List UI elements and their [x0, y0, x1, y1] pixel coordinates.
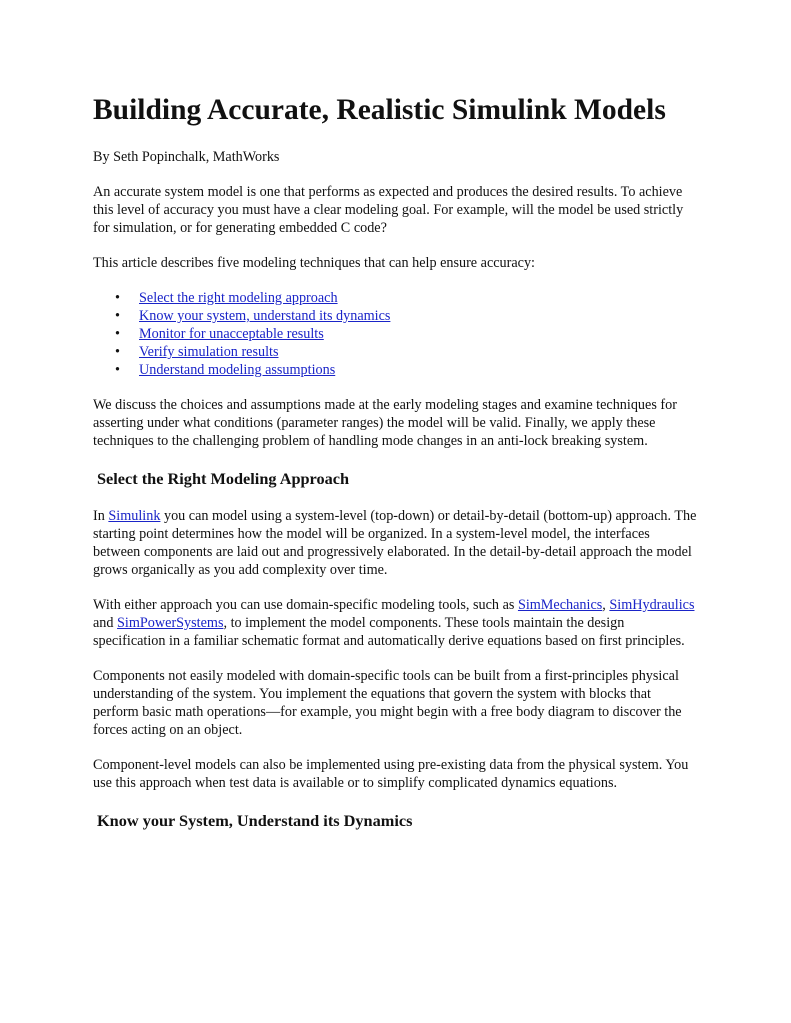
link-verify-results[interactable]: Verify simulation results: [139, 344, 279, 360]
paragraph-text: and: [93, 615, 118, 631]
paragraph-text: , to implement the model components. These tools maintain the design specification in a familiar schematic format and automatically derive equations based on first principles.: [93, 615, 685, 649]
link-simhydraulics[interactable]: SimHydraulics: [609, 597, 695, 613]
techniques-list: [93, 289, 698, 379]
bullet-icon: •: [115, 308, 120, 324]
link-monitor-results[interactable]: Monitor for unacceptable results: [139, 326, 324, 342]
bullet-icon: •: [115, 290, 120, 306]
paragraph-text: ,: [602, 597, 610, 613]
paragraph-text: In: [93, 508, 109, 524]
first-principles-paragraph: Components not easily modeled with domain-specific tools can be built from a first-principles physical understanding of the system. You implement the equations that govern the system with blocks that perform basic math operations—for example, you might begin with a free body diagram to discover the forces acting on an object.: [93, 668, 682, 738]
list-item: [93, 361, 698, 379]
link-select-approach[interactable]: Select the right modeling approach: [139, 290, 338, 306]
link-simpowersystems[interactable]: SimPowerSystems: [117, 615, 224, 631]
section-heading-know-system: Know your System, Understand its Dynamics: [97, 811, 413, 830]
byline: By Seth Popinchalk, MathWorks: [93, 149, 280, 165]
component-level-paragraph: Component-level models can also be implemented using pre-existing data from the physical system. You use this approach when test data is available or to simplify complicated dynamics equations.: [93, 757, 689, 791]
techniques-intro-paragraph: This article describes five modeling techniques that can help ensure accuracy:: [93, 255, 535, 271]
link-simulink[interactable]: Simulink: [108, 508, 161, 524]
section-heading-modeling-approach: Select the Right Modeling Approach: [97, 469, 350, 488]
link-know-system[interactable]: Know your system, understand its dynamics: [139, 308, 391, 324]
article-title: Building Accurate, Realistic Simulink Models: [93, 94, 666, 126]
list-item: [93, 325, 698, 343]
link-simmechanics[interactable]: SimMechanics: [517, 597, 603, 613]
list-item: [93, 343, 698, 361]
bullet-icon: •: [115, 344, 120, 360]
list-item: [93, 307, 698, 325]
intro-paragraph: An accurate system model is one that performs as expected and produces the desired results. To achieve this level of accuracy you must have a clear modeling goal. For example, will the model be used strictly for simulation, or for generating embedded C code?: [93, 184, 684, 236]
discussion-paragraph: We discuss the choices and assumptions made at the early modeling stages and examine techniques for asserting under what conditions (parameter ranges) the model will be valid. Finally, we apply these techniques to the challenging problem of handling mode changes in an anti-lock breaking system.: [93, 397, 677, 449]
document-page: [93, 92, 698, 831]
domain-tools-paragraph: [93, 596, 698, 650]
link-modeling-assumptions[interactable]: Understand modeling assumptions: [139, 362, 336, 378]
list-item: [93, 289, 698, 307]
paragraph-text: you can model using a system-level (top-down) or detail-by-detail (bottom-up) approach. The starting point determines how the model will be organized. In a system-level model, the interfaces between components are laid out and progressively elaborated. In the detail-by-detail approach the model grows organically as you add complexity over time.: [93, 508, 697, 578]
bullet-icon: •: [115, 326, 120, 342]
bullet-icon: •: [115, 362, 120, 378]
paragraph-text: With either approach you can use domain-specific modeling tools, such as: [93, 597, 518, 613]
simulink-approach-paragraph: [93, 507, 698, 579]
